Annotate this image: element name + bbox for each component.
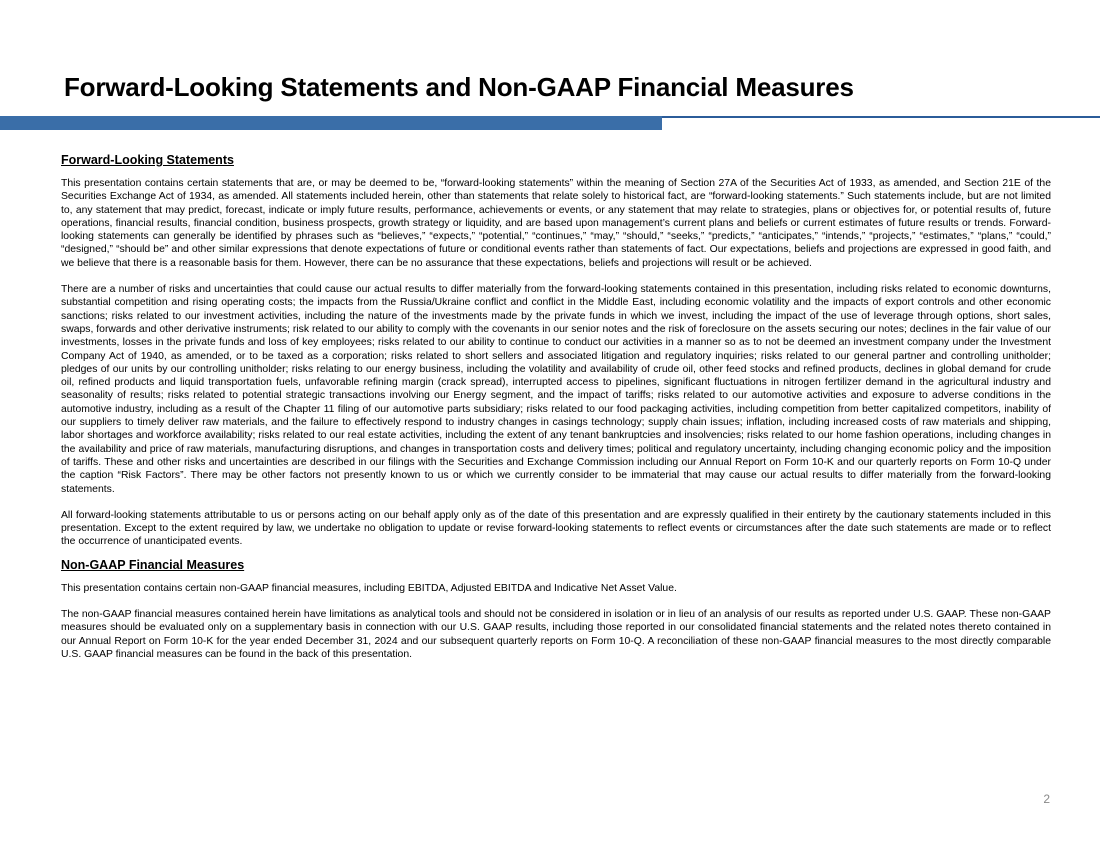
paragraph: The non-GAAP financial measures contained herein have limitations as analytical tools and should not be considered in isolation or in lieu of an analysis of our results as reported under U.S. GAAP. These non-GAAP measures should be evaluated only on a supplementary basis in connection with our U.S. GAAP results, including those reported in our consolidated financial statements and the related notes thereto contained in our Annual Report on Form 10-K for the year ended December 31, 2024 and our subsequent quarterly reports on Form 10-Q. A reconciliation of these non-GAAP financial measures to the most directly comparable U.S. GAAP financial measures can be found in the back of this presentation. (61, 609, 1051, 660)
page-number: 2 (1043, 792, 1050, 806)
paragraph: All forward-looking statements attributable to us or persons acting on our behalf apply only as of the date of this presentation and are expressly qualified in their entirety by the cautionary statements included in this presentation. Except to the extent required by law, we undertake no obligation to update or revise forward-looking statements to reflect events or circumstances after the date such statements are made or to reflect the occurrence of unanticipated events. (61, 509, 1051, 548)
header-accent-bar (0, 116, 662, 130)
section-heading-forward-looking: Forward-Looking Statements (61, 153, 234, 167)
paragraph: There are a number of risks and uncertainties that could cause our actual results to differ materially from the forward-looking statements contained in this presentation, including risks related to economic downturns, substantial competition and rising operating costs; the impacts from the Russia/Ukraine conflict and conflict in the Middle East, including economic volatility and the impacts of export controls and other economic sanctions; risks related to our investment activities, including the nature of the investments made by the private funds in which we invest, including the impact of the use of leverage through options, short sales, swaps, forwards and other derivative instruments; risk related to our ability to comply with the covenants in our senior notes and the risk of foreclosure on the assets securing our notes; declines in the fair value of our investments, losses in the private funds and loss of key employees; risks related to our ability to continue to conduct our activities in a manner so as to not be deemed an investment company under the Investment Company Act of 1940, as amended, or to be taxed as a corporation; risks related to short sellers and associated litigation and regulatory inquiries; risks related to our general partner and controlling unitholder; pledges of our units by our controlling unitholder; risks relating to our energy business, including the volatility and availability of crude oil, other feed stocks and refined products, declines in global demand for crude oil, refined products and liquid transportation fuels, unfavorable refining margin (crack spread), interrupted access to pipelines, significant fluctuations in nitrogen fertilizer demand in the agricultural industry and seasonality of results; risks related to potential strategic transactions involving our Energy segment, and the impact of tariffs; risks related to our automotive activities and exposure to adverse conditions in the automotive industry, including as a result of the Chapter 11 filing of our automotive parts subsidiary; risks related to our food packaging activities, including competition from better capitalized competitors, inability of our suppliers to timely deliver raw materials, and the failure to effectively respond to industry changes in casings technology; supply chain issues; inflation, including increased costs of raw materials and shipping, labor shortages and workforce availability; risks related to our real estate activities, including the extent of any tenant bankruptcies and insolvencies; risks related to our home fashion operations, including changes in the availability and price of raw materials, manufacturing disruptions, and changes in transportation costs and delivery times; political and regulatory uncertainty, including changing economic policy and the imposition of tariffs. These and other risks and uncertainties are described in our filings with the Securities and Exchange Commission including our Annual Report on Form 10-K and our quarterly reports on Form 10-Q under the caption “Risk Factors”. There may be other factors not presently known to us or which we currently consider to be immaterial that may cause our actual results to differ materially from the forward-looking statements. (61, 284, 1051, 495)
page-title: Forward-Looking Statements and Non-GAAP Financial Measures (64, 72, 854, 102)
disclaimer-body (61, 153, 1051, 674)
paragraph: This presentation contains certain non-GAAP financial measures, including EBITDA, Adjusted EBITDA and Indicative Net Asset Value. (61, 582, 677, 594)
section-heading-non-gaap: Non-GAAP Financial Measures (61, 557, 245, 572)
paragraph: This presentation contains certain statements that are, or may be deemed to be, “forward-looking statements” within the meaning of Section 27A of the Securities Act of 1933, as amended, and Section 21E of the Securities Exchange Act of 1934, as amended. All statements included herein, other than statements that relate solely to historical fact, are “forward-looking statements.” Such statements include, but are not limited to, any statement that may predict, forecast, indicate or imply future results, performance, achievements or events, or any statement that may relate to strategies, plans or objectives for, or potential results of, future operations, financial results, financial condition, business prospects, growth strategy or liquidity, and are based upon management’s current plans and beliefs or current estimates of future results or trends. Forward-looking statements can generally be identified by phrases such as “believes,” “expects,” “potential,” “continues,” “may,” “should,” “seeks,” “predicts,” “anticipates,” “intends,” “projects,” “estimates,” “plans,” “could,” “designed,” “should be” and other similar expressions that denote expectations of future or conditional events rather than statements of fact. Our expectations, beliefs and projections are expressed in good faith, and we believe that there is a reasonable basis for them. However, there can be no assurance that these expectations, beliefs and projections will result or be achieved. (61, 178, 1051, 269)
